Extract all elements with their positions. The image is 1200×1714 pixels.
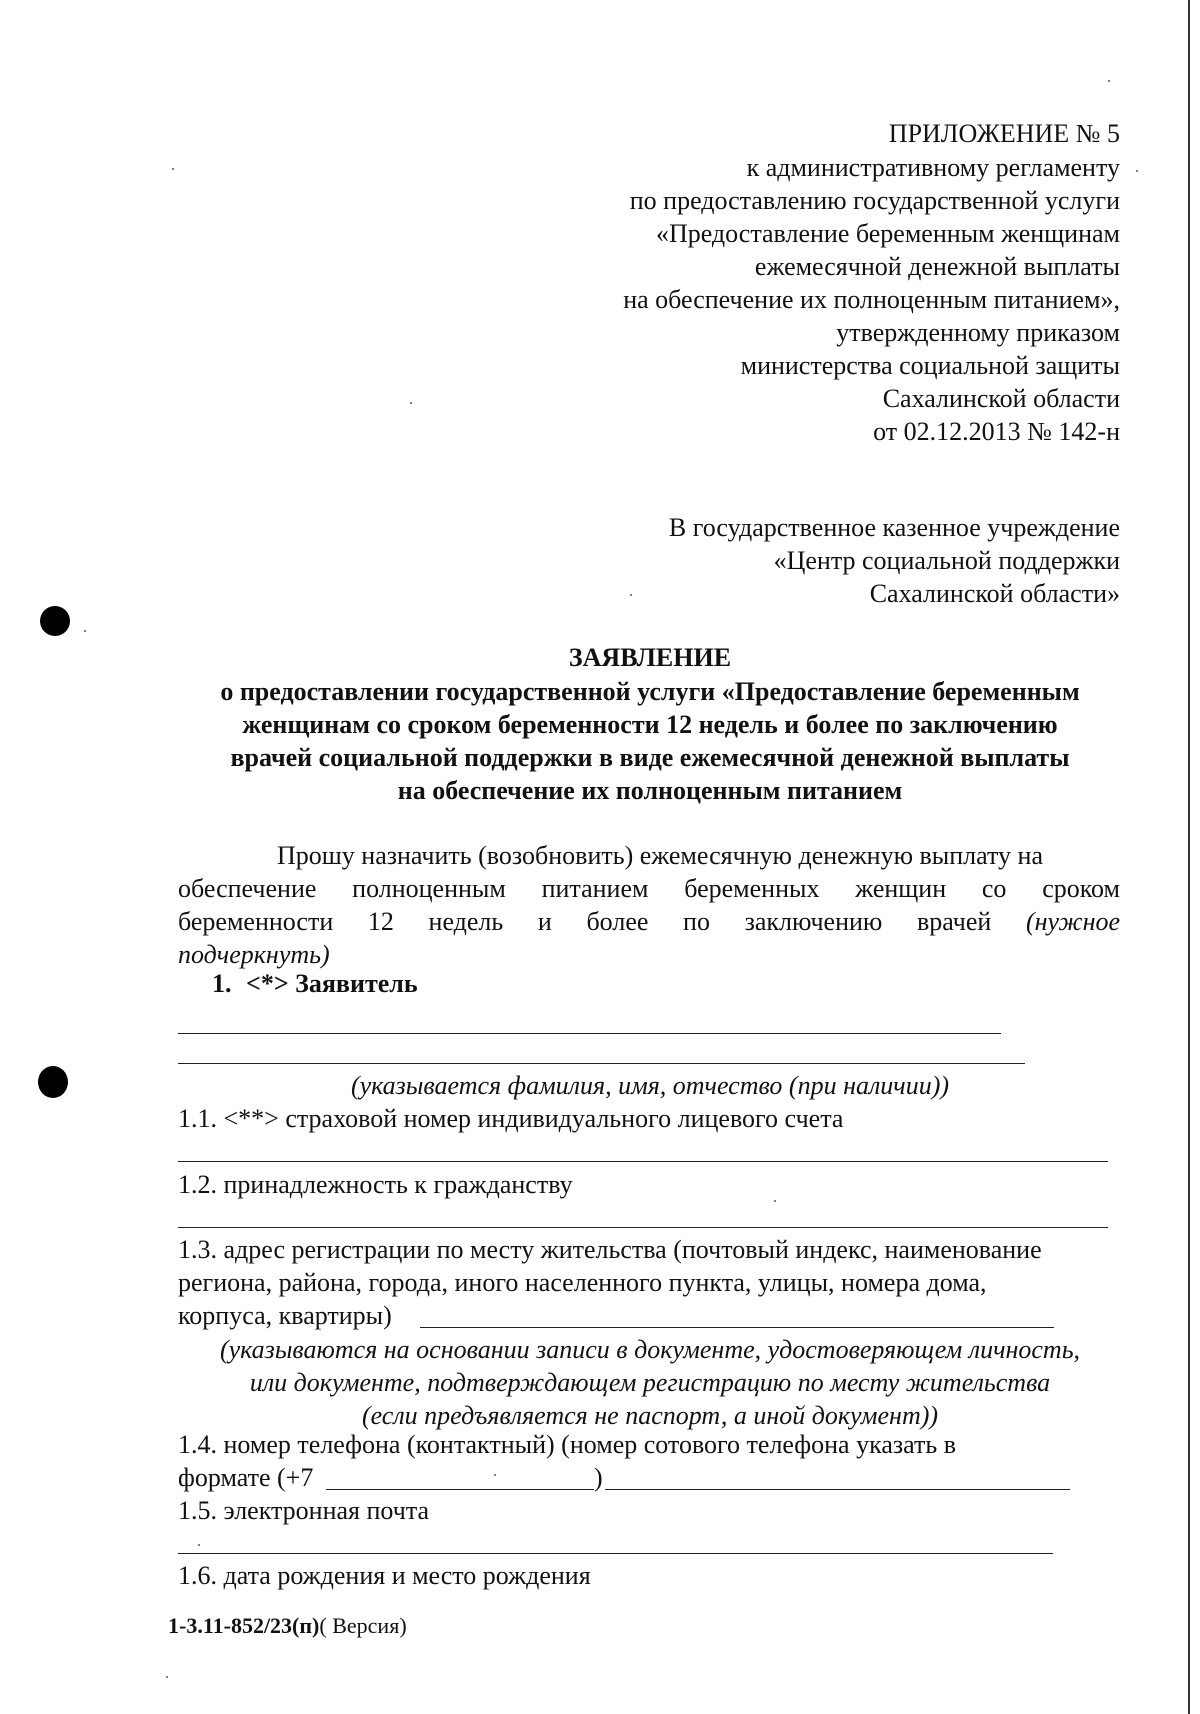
speck [410,402,412,404]
speck [1108,80,1110,82]
footer-code: 1-3.11-852/23(п) [168,1613,320,1638]
section-label: Заявитель [295,969,418,998]
appendix-title: ПРИЛОЖЕНИЕ № 5 [888,119,1120,148]
appendix-line: Сахалинской области [882,384,1120,413]
appendix-line: от 02.12.2013 № 142-н [873,417,1120,446]
appendix-line: к административному регламенту [746,153,1120,182]
phone-prefix: формате (+7 [178,1463,314,1492]
phone-extra-line[interactable] [605,1489,1070,1490]
appendix-line: по предоставлению государственной услуги [629,186,1120,215]
addressee-line: «Центр социальной поддержки [773,546,1120,575]
speck [1136,170,1138,172]
citizenship-line[interactable] [178,1227,1108,1228]
field-label-snils: 1.1. <**> страховой номер индивидуального лицевого счета [178,1104,844,1133]
section-number: 1. [212,969,232,998]
speck [630,594,632,596]
punch-hole-top [40,606,70,636]
address-hint: (указываются на основании записи в документе, удостоверяющем личность, [219,1335,1081,1364]
document-subtitle: женщинам со сроком беременности 12 недель и более по заключению [242,710,1058,739]
field-label-phone: 1.4. номер телефона (контактный) (номер сотового телефона указать в [178,1430,957,1459]
addressee-line: В государственное казенное учреждение [668,513,1120,542]
section-applicant-heading [212,968,418,1000]
field-label-address: региона, района, города, иного населенного пункта, улицы, номера дома, [178,1268,987,1297]
request-text [178,906,1120,938]
applicant-fio-line[interactable] [178,1063,1025,1064]
document-title: ЗАЯВЛЕНИЕ [568,643,732,672]
applicant-fio-line[interactable] [178,1033,1001,1034]
email-line[interactable] [178,1553,1053,1554]
snils-line[interactable] [178,1161,1108,1162]
request-text: Прошу назначить (возобновить) ежемесячную денежную выплату на [277,841,1043,870]
field-label-birth: 1.6. дата рождения и место рождения [178,1561,591,1590]
request-text: обеспечение полноценным питанием беременных женщин со сроком [178,874,1120,903]
address-hint: или документе, подтверждающем регистрацию по месту жительства [249,1368,1051,1397]
appendix-line: на обеспечение их полноценным питанием», [623,285,1120,314]
appendix-line: ежемесячной денежной выплаты [754,252,1120,281]
document-subtitle: о предоставлении государственной услуги «Предоставление беременным [220,677,1080,706]
phone-close-paren: ) [594,1463,603,1492]
underline-note: (нужное [1025,907,1121,936]
speck [494,1474,496,1476]
appendix-line: утвержденному приказом [836,318,1120,347]
appendix-line: «Предоставление беременным женщинам [655,219,1120,248]
phone-number-line[interactable] [326,1489,594,1490]
section-marker: <*> [246,969,289,998]
footer-code-line [168,1610,407,1642]
address-hint: (если предъявляется не паспорт, а иной документ)) [361,1401,939,1430]
address-line[interactable] [420,1327,1054,1328]
underline-note: подчеркнуть) [178,940,330,969]
addressee-line: Сахалинской области» [869,579,1120,608]
field-label-citizenship: 1.2. принадлежность к гражданству [178,1170,573,1199]
field-label-email: 1.5. электронная почта [178,1496,430,1525]
speck [172,168,174,170]
document-subtitle: на обеспечение их полноценным питанием [397,776,903,805]
speck [166,1676,168,1678]
document-subtitle: врачей социальной поддержки в виде ежемесячной денежной выплаты [230,743,1070,772]
fio-hint: (указывается фамилия, имя, отчество (при наличии)) [350,1071,950,1100]
speck [198,1544,200,1546]
field-label-address: корпуса, квартиры) [178,1301,392,1330]
footer-version: ( Версия) [319,1613,407,1638]
appendix-line: министерства социальной защиты [740,351,1120,380]
request-text-part: беременности 12 недель и более по заключению врачей [178,907,992,936]
speck [84,630,86,632]
speck [774,1200,776,1202]
field-label-address: 1.3. адрес регистрации по месту жительства (почтовый индекс, наименование [178,1235,1042,1264]
